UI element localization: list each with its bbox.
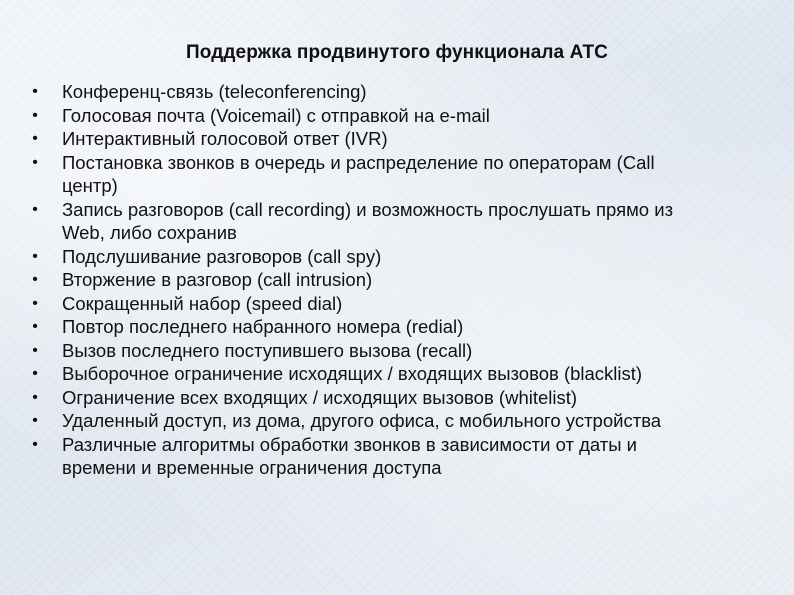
list-item-text: Сокращенный набор (speed dial) [62, 292, 343, 314]
bullet-icon: • [32, 106, 38, 124]
list-item-text: Удаленный доступ, из дома, другого офиса, с мобильного устройства [62, 410, 662, 431]
bullet-icon: • [32, 153, 38, 171]
list-item [0, 315, 794, 339]
list-item-text: Подслушивание разговоров (call spy) [62, 245, 382, 267]
feature-list [0, 80, 794, 480]
list-item [0, 104, 794, 128]
list-item-text: центр) [62, 175, 118, 196]
bullet-icon: • [32, 130, 38, 147]
bullet-icon: • [32, 83, 38, 100]
bullet-icon: • [32, 200, 38, 218]
list-item-text: Выборочное ограничение исходящих / входящих вызовов (blacklist) [62, 363, 643, 384]
list-item-text: Вызов последнего поступившего вызова (recall) [62, 339, 473, 361]
list-item [0, 127, 794, 151]
bullet-icon: • [32, 271, 38, 288]
list-item [0, 151, 794, 198]
list-item-text: Интерактивный голосовой ответ (IVR) [62, 128, 388, 149]
list-item [0, 268, 794, 292]
list-item-text: Различные алгоритмы обработки звонков в зависимости от даты и [62, 433, 638, 455]
list-item [0, 80, 794, 104]
list-item-text: Постановка звонков в очередь и распределение по операторам (Call [62, 151, 655, 173]
bullet-icon: • [32, 365, 38, 382]
list-item [0, 409, 794, 433]
list-item-text: Web, либо сохранив [62, 222, 237, 243]
bullet-icon: • [32, 388, 38, 406]
list-item [0, 433, 794, 480]
bullet-icon: • [32, 318, 38, 335]
list-item-text: Конференц-связь (teleconferencing) [62, 81, 367, 102]
list-item [0, 198, 794, 245]
list-item-text: Запись разговоров (call recording) и возможность прослушать прямо из [62, 198, 674, 220]
list-item-text: Вторжение в разговор (call intrusion) [62, 269, 373, 290]
bullet-icon: • [32, 247, 38, 265]
bullet-icon: • [32, 341, 38, 359]
bullet-icon: • [32, 412, 38, 429]
list-item [0, 292, 794, 316]
list-item [0, 386, 794, 410]
slide-title: Поддержка продвинутого функционала АТС [186, 42, 608, 63]
list-item [0, 339, 794, 363]
list-item-text: Ограничение всех входящих / исходящих вызовов (whitelist) [62, 386, 578, 408]
list-item [0, 362, 794, 386]
list-item [0, 245, 794, 269]
bullet-icon: • [32, 435, 38, 453]
list-item-text: Голосовая почта (Voicemail) с отправкой на e-mail [62, 104, 490, 126]
bullet-icon: • [32, 294, 38, 312]
list-item-text: времени и временные ограничения доступа [62, 457, 442, 478]
list-item-text: Повтор последнего набранного номера (redial) [62, 316, 464, 337]
